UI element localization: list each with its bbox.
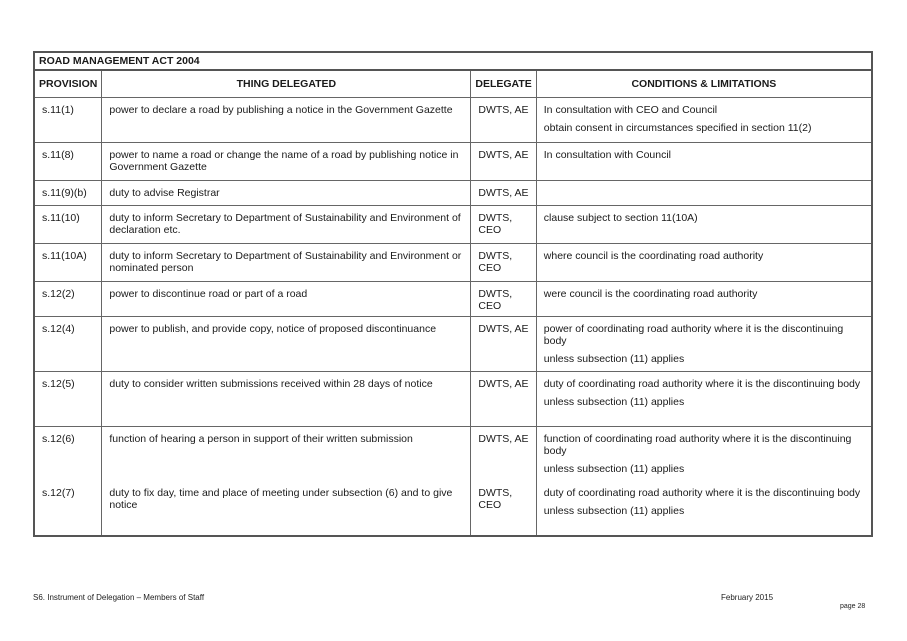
provision-cell: s.11(10A) xyxy=(34,244,102,282)
header-thing-delegated: THING DELEGATED xyxy=(102,70,471,98)
provision-cell: s.11(1) xyxy=(34,98,102,143)
provision-cell: s.11(8) xyxy=(34,143,102,181)
delegate-cell: DWTS, AE xyxy=(471,427,536,482)
column-header-row xyxy=(34,70,872,98)
delegation-table xyxy=(33,51,873,537)
condition-line: power of coordinating road authority where it is the discontinuing body xyxy=(543,323,844,347)
condition-line: function of coordinating road authority where it is the discontinuing body xyxy=(543,433,852,457)
delegate-cell: DWTS, CEO xyxy=(471,206,536,244)
provision-cell: s.12(6) xyxy=(34,427,102,482)
table-row xyxy=(34,206,872,244)
condition-line: unless subsection (11) applies xyxy=(543,505,685,517)
thing-cell: power to discontinue road or part of a road xyxy=(102,282,471,317)
condition-line: obtain consent in circumstances specified in section 11(2) xyxy=(543,122,812,134)
conditions-cell xyxy=(536,481,872,536)
conditions-cell xyxy=(536,244,872,282)
table-row xyxy=(34,372,872,427)
header-conditions: CONDITIONS & LIMITATIONS xyxy=(536,70,872,98)
condition-line: unless subsection (11) applies xyxy=(543,396,685,408)
table-row xyxy=(34,481,872,536)
conditions-cell xyxy=(536,372,872,427)
conditions-cell xyxy=(536,427,872,482)
header-delegate: DELEGATE xyxy=(471,70,536,98)
act-title: ROAD MANAGEMENT ACT 2004 xyxy=(34,52,872,70)
condition-line: In consultation with Council xyxy=(543,149,672,161)
footer-document-title: S6. Instrument of Delegation – Members of Staff xyxy=(33,593,205,602)
delegate-cell: DWTS, CEO xyxy=(471,282,536,317)
header-provision: PROVISION xyxy=(34,70,102,98)
conditions-cell xyxy=(536,206,872,244)
act-title-row xyxy=(34,52,872,70)
thing-cell: power to publish, and provide copy, notice of proposed discontinuance xyxy=(102,317,471,372)
thing-cell: power to declare a road by publishing a notice in the Government Gazette xyxy=(102,98,471,143)
delegate-cell: DWTS, CEO xyxy=(471,244,536,282)
provision-cell: s.11(10) xyxy=(34,206,102,244)
provision-cell: s.12(7) xyxy=(34,481,102,536)
thing-cell: duty to consider written submissions received within 28 days of notice xyxy=(102,372,471,427)
table-row xyxy=(34,98,872,143)
conditions-cell xyxy=(536,317,872,372)
delegate-cell: DWTS, AE xyxy=(471,143,536,181)
delegate-cell: DWTS, AE xyxy=(471,181,536,206)
table-row xyxy=(34,244,872,282)
conditions-cell xyxy=(536,282,872,317)
table-row xyxy=(34,317,872,372)
thing-cell: duty to advise Registrar xyxy=(102,181,471,206)
thing-cell: duty to inform Secretary to Department of Sustainability and Environment or nominated person xyxy=(102,244,471,282)
provision-cell: s.12(2) xyxy=(34,282,102,317)
thing-cell: power to name a road or change the name of a road by publishing notice in Government Gazette xyxy=(102,143,471,181)
thing-cell: duty to inform Secretary to Department of Sustainability and Environment of declaration etc. xyxy=(102,206,471,244)
table-row xyxy=(34,282,872,317)
table-row xyxy=(34,181,872,206)
table-row xyxy=(34,427,872,482)
thing-cell: function of hearing a person in support of their written submission xyxy=(102,427,471,482)
provision-cell: s.12(5) xyxy=(34,372,102,427)
thing-cell: duty to fix day, time and place of meeting under subsection (6) and to give notice xyxy=(102,481,471,536)
provision-cell: s.11(9)(b) xyxy=(34,181,102,206)
delegate-cell: DWTS, CEO xyxy=(471,481,536,536)
condition-line: unless subsection (11) applies xyxy=(543,353,685,365)
conditions-cell xyxy=(536,143,872,181)
footer-date: February 2015 xyxy=(721,593,774,602)
condition-line: clause subject to section 11(10A) xyxy=(543,212,698,224)
footer-page-number: page 28 xyxy=(840,603,866,610)
condition-line: were council is the coordinating road authority xyxy=(543,288,758,300)
condition-line: duty of coordinating road authority where it is the discontinuing body xyxy=(543,487,861,499)
condition-line: duty of coordinating road authority where it is the discontinuing body xyxy=(543,378,861,390)
conditions-cell xyxy=(536,98,872,143)
delegate-cell: DWTS, AE xyxy=(471,98,536,143)
condition-line: where council is the coordinating road authority xyxy=(543,250,764,262)
table-row xyxy=(34,143,872,181)
conditions-cell xyxy=(536,181,872,206)
delegate-cell: DWTS, AE xyxy=(471,317,536,372)
condition-line: unless subsection (11) applies xyxy=(543,463,685,475)
provision-cell: s.12(4) xyxy=(34,317,102,372)
condition-line: In consultation with CEO and Council xyxy=(543,104,718,116)
delegate-cell: DWTS, AE xyxy=(471,372,536,427)
